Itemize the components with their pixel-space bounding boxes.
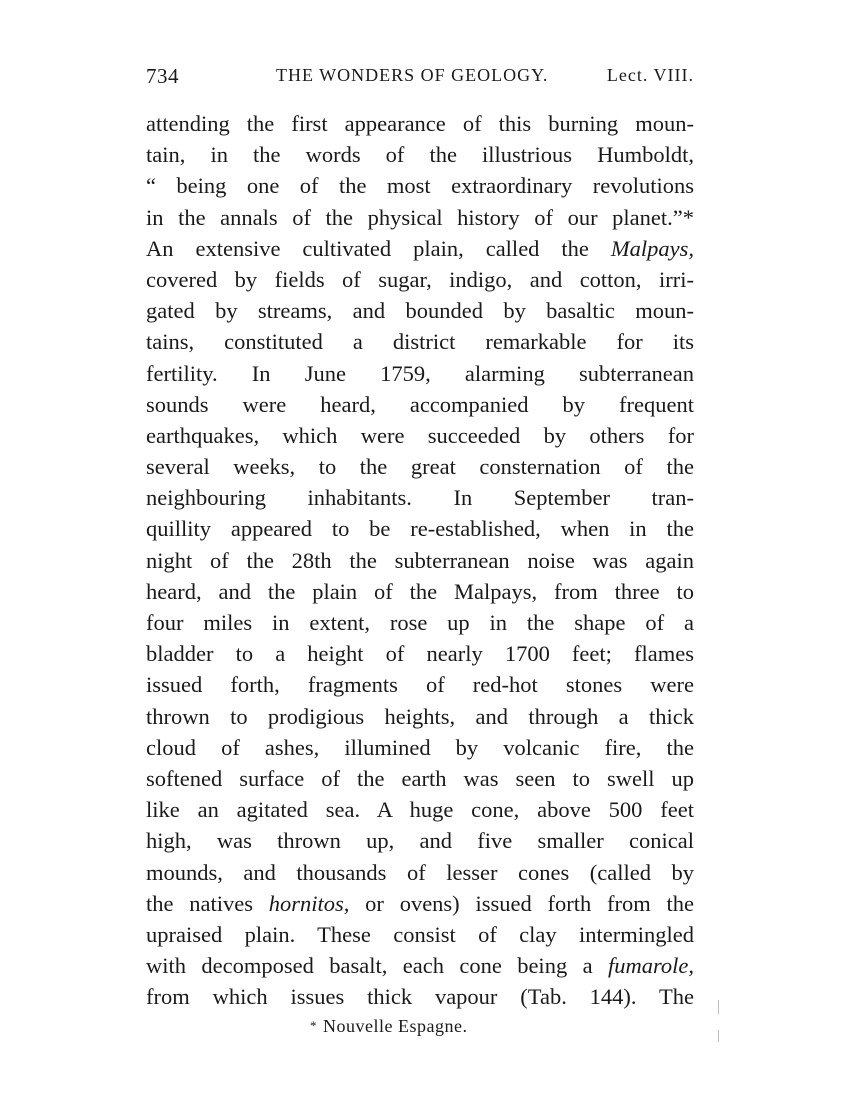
text-line (146, 950, 694, 981)
text-run: quillity appeared to be re-established, when in the (146, 516, 694, 542)
text-run: in the annals of the physical history of our planet.”* (146, 204, 694, 230)
running-head (146, 64, 694, 92)
text-run: sounds were heard, accompanied by frequent (146, 391, 694, 417)
text-run: tains, constituted a district remarkable for its (146, 329, 694, 355)
text-line (146, 919, 694, 950)
text-run: from which issues thick vapour (Tab. 144). The (146, 984, 694, 1010)
text-line (146, 295, 694, 326)
text-run: softened surface of the earth was seen to swell up (146, 765, 694, 791)
text-run: “ being one of the most extraordinary revolutions (146, 173, 694, 199)
text-run: with decomposed basalt, each cone being a (146, 953, 608, 979)
page-edge-mark (718, 1030, 719, 1042)
text-line (146, 139, 694, 170)
footnote-mark: * (310, 1018, 317, 1033)
text-run: upraised plain. These consist of clay intermingled (146, 921, 694, 947)
text-run: attending the first appearance of this burning moun- (146, 111, 694, 136)
text-line (146, 482, 694, 513)
text-run: gated by streams, and bounded by basaltic moun- (146, 298, 694, 324)
text-line (146, 358, 694, 389)
text-run: cloud of ashes, illumined by volcanic fire, the (146, 734, 694, 760)
text-run: covered by fields of sugar, indigo, and cotton, irri- (146, 266, 694, 292)
text-line (146, 607, 694, 638)
text-line (146, 108, 694, 139)
text-run: tain, in the words of the illustrious Humboldt, (146, 142, 694, 168)
text-line (146, 888, 694, 919)
text-run: high, was thrown up, and five smaller conical (146, 828, 694, 854)
text-run: mounds, and thousands of lesser cones (called by (146, 859, 694, 885)
text-run: earthquakes, which were succeeded by others for (146, 422, 694, 448)
text-line (146, 669, 694, 700)
text-line (146, 420, 694, 451)
italic-term: fumarole, (607, 953, 694, 979)
text-run: An extensive cultivated plain, called the (146, 235, 611, 261)
lecture-label: Lect. VIII. (606, 65, 694, 85)
text-run: thrown to prodigious heights, and through a thick (146, 703, 694, 729)
text-run: or ovens) issued forth from the (349, 890, 694, 916)
text-run: neighbouring inhabitants. In September tran- (146, 485, 694, 511)
text-line (146, 857, 694, 888)
italic-term: hornitos, (268, 890, 350, 916)
text-line (146, 170, 694, 201)
text-line (146, 638, 694, 669)
text-run: bladder to a height of nearly 1700 feet; flames (146, 641, 694, 667)
text-run: the natives (146, 890, 269, 916)
text-line (146, 732, 694, 763)
book-title: THE WONDERS OF GEOLOGY. (276, 65, 549, 85)
text-line (146, 576, 694, 607)
text-run: like an agitated sea. A huge cone, above 500 feet (146, 797, 694, 823)
text-run: heard, and the plain of the Malpays, from three to (146, 578, 694, 604)
text-line (146, 701, 694, 732)
text-line (146, 233, 694, 264)
italic-term: Malpays, (610, 235, 694, 261)
text-line (146, 326, 694, 357)
text-line (146, 451, 694, 482)
text-line (146, 825, 694, 856)
text-line (146, 202, 694, 233)
text-run: night of the 28th the subterranean noise was again (146, 547, 694, 573)
text-line (146, 794, 694, 825)
text-line (146, 264, 694, 295)
page-number: 734 (146, 64, 179, 88)
text-line (146, 981, 694, 1012)
text-run: several weeks, to the great consternation of the (146, 454, 694, 480)
text-line (146, 513, 694, 544)
footnote-text: Nouvelle Espagne. (323, 1016, 468, 1036)
text-run: issued forth, fragments of red-hot stones were (146, 672, 694, 698)
text-line (146, 763, 694, 794)
page-edge-mark (718, 1000, 719, 1014)
text-line (146, 545, 694, 576)
footnote (310, 1016, 467, 1037)
text-run: four miles in extent, rose up in the shape of a (146, 610, 694, 635)
text-line (146, 389, 694, 420)
text-run: fertility. In June 1759, alarming subterranean (146, 360, 694, 386)
body-text (146, 108, 694, 1012)
